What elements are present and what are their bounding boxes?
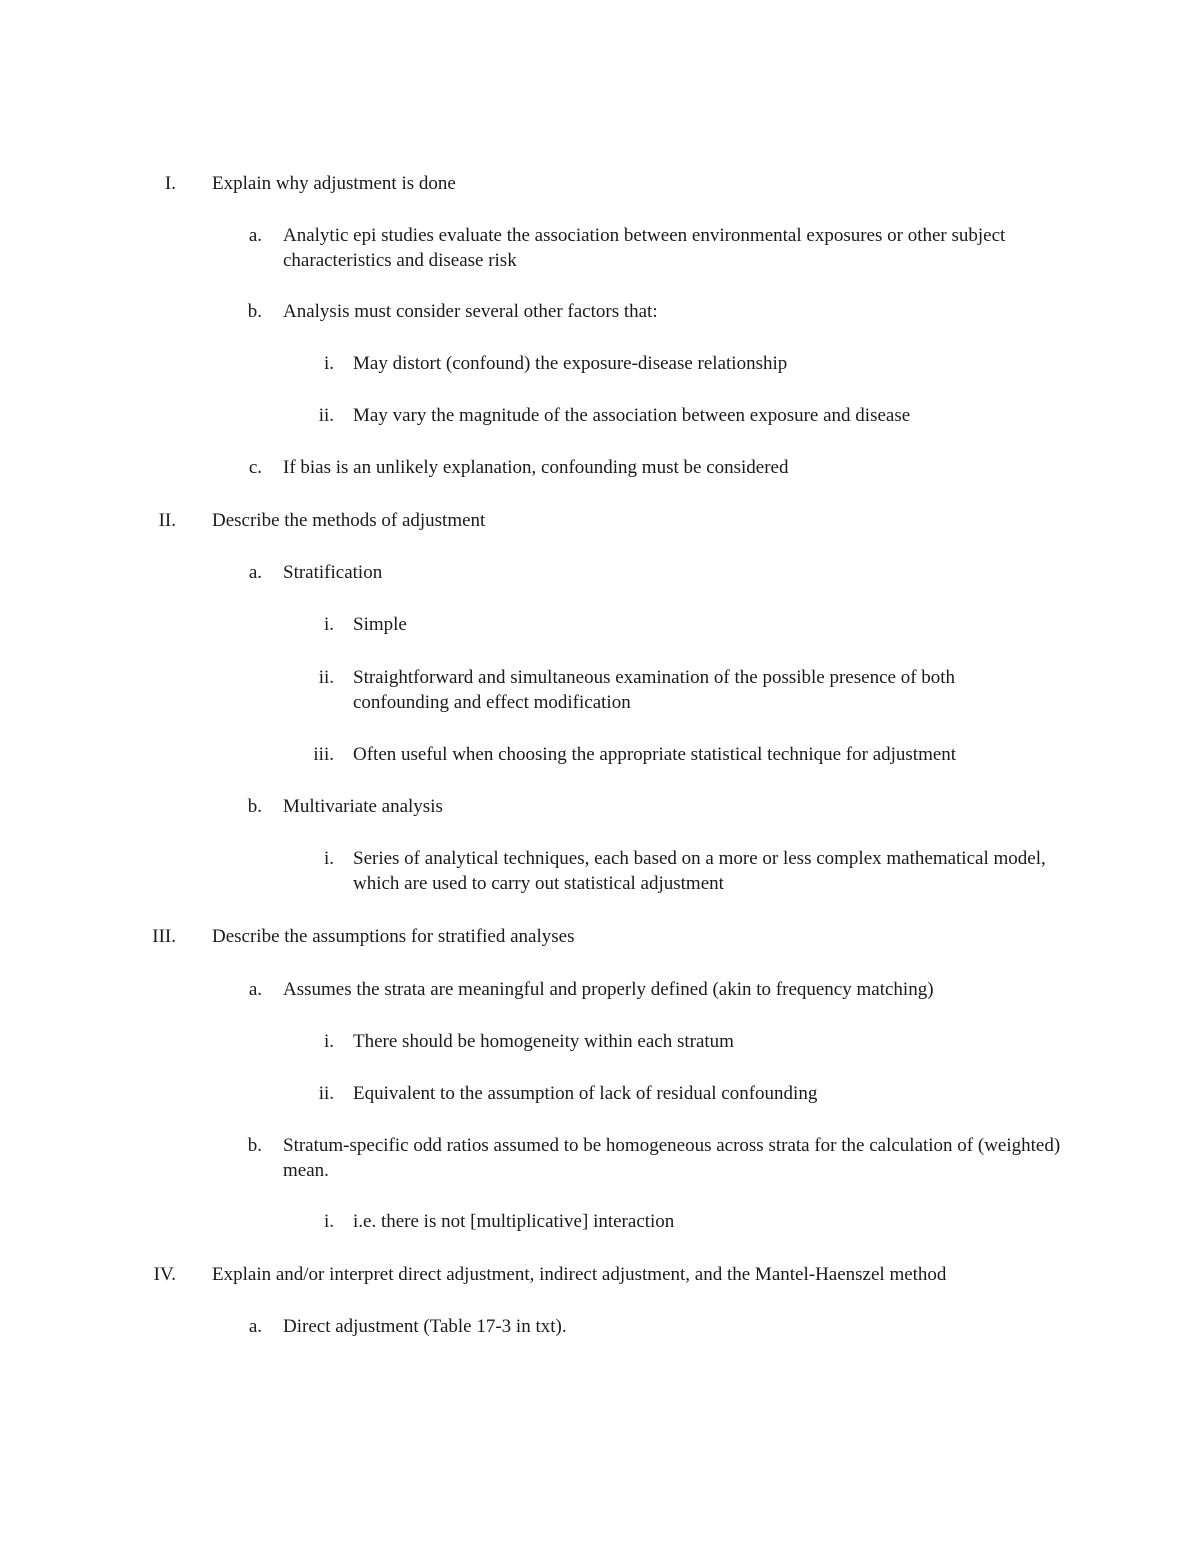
outline-text: Equivalent to the assumption of lack of residual confounding [353, 1083, 818, 1104]
outline-text: Describe the methods of adjustment [212, 510, 486, 531]
outline-text: May distort (confound) the exposure-disease relationship [353, 353, 788, 374]
outline-marker: i. [323, 848, 334, 869]
outline-marker: II. [158, 510, 176, 531]
outline-text: Multivariate analysis [283, 796, 443, 817]
outline-text: Explain and/or interpret direct adjustment, indirect adjustment, and the Mantel-Haenszel method [212, 1264, 947, 1285]
outline-marker: iii. [313, 744, 334, 765]
outline-text: Stratification [283, 562, 383, 583]
outline-marker: a. [248, 562, 262, 583]
outline-text: Simple [353, 614, 407, 635]
outline-text: Often useful when choosing the appropriate statistical technique for adjustment [353, 744, 957, 765]
outline-text: Straightforward and simultaneous examination of the possible presence of both confounding and effect modification [353, 667, 956, 713]
outline-marker: i. [323, 1211, 334, 1232]
outline-text: There should be homogeneity within each stratum [353, 1031, 734, 1052]
outline-marker: a. [248, 979, 262, 1000]
outline-marker: b. [247, 301, 262, 322]
outline-marker: ii. [318, 1083, 334, 1104]
outline-text: Stratum-specific odd ratios assumed to be homogeneous across strata for the calculation of (weighted) mean. [283, 1135, 1061, 1181]
outline-text: If bias is an unlikely explanation, confounding must be considered [283, 457, 789, 478]
outline-text: i.e. there is not [multiplicative] interaction [353, 1211, 675, 1232]
outline-marker: c. [248, 457, 262, 478]
outline-text: Analytic epi studies evaluate the association between environmental exposures or other subject characteristics and disease risk [283, 225, 1006, 271]
outline-text: Assumes the strata are meaningful and properly defined (akin to frequency matching) [283, 979, 934, 1000]
outline-marker: a. [248, 1316, 262, 1337]
outline-marker: ii. [318, 667, 334, 688]
outline-marker: b. [247, 1135, 262, 1156]
outline-marker: i. [323, 614, 334, 635]
outline-marker: b. [247, 796, 262, 817]
outline-text: Explain why adjustment is done [212, 173, 456, 194]
outline-marker: III. [152, 926, 176, 947]
outline-marker: I. [164, 173, 176, 194]
outline-marker: i. [323, 1031, 334, 1052]
outline-text: May vary the magnitude of the association between exposure and disease [353, 405, 911, 426]
outline-marker: IV. [153, 1264, 176, 1285]
outline-marker: ii. [318, 405, 334, 426]
outline-text: Describe the assumptions for stratified analyses [212, 926, 575, 947]
outline-marker: a. [248, 225, 262, 246]
outline-text: Direct adjustment (Table 17-3 in txt). [283, 1316, 567, 1337]
outline-text: Analysis must consider several other factors that: [283, 301, 658, 322]
outline-text: Series of analytical techniques, each based on a more or less complex mathematical model, which are used to carry out statistical adjustment [353, 848, 1046, 894]
outline-marker: i. [323, 353, 334, 374]
